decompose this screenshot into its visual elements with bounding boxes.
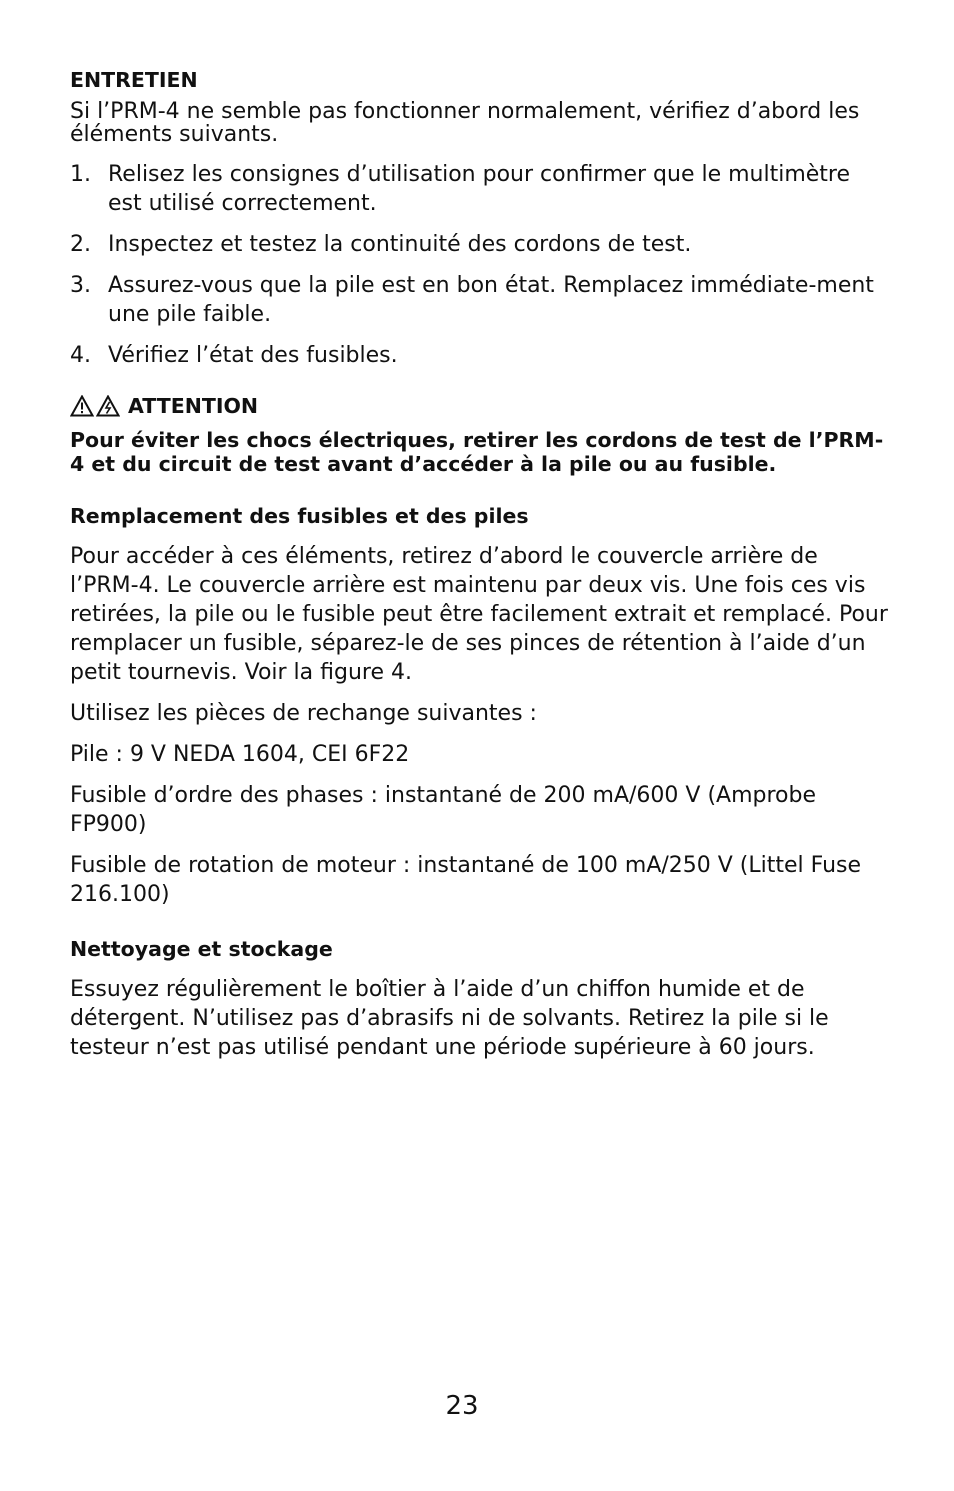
attention-heading: [70, 392, 890, 420]
fuse-motor-spec: Fusible de rotation de moteur : instantané de 100 mA/250 V (Littel Fuse 216.100): [70, 853, 862, 907]
list-item-text: Inspectez et testez la continuité des cordons de test.: [108, 232, 692, 257]
manual-page-content: [70, 66, 890, 1062]
list-item: [70, 160, 890, 218]
parts-intro: Utilisez les pièces de rechange suivantes :: [70, 701, 537, 726]
checklist: [70, 160, 890, 370]
battery-spec: Pile : 9 V NEDA 1604, CEI 6F22: [70, 742, 410, 767]
list-item: [70, 230, 890, 259]
warning-triangle-icon: [70, 395, 94, 417]
list-item-text: Relisez les consignes d’utilisation pour confirmer que le multimètre est utilisé correctement.: [108, 162, 851, 216]
intro-paragraph: Si l’PRM-4 ne semble pas fonctionner normalement, vérifiez d’abord les éléments suivants.: [70, 99, 860, 147]
section-heading-entretien: ENTRETIEN: [70, 68, 198, 92]
fuse-phase-spec: Fusible d’ordre des phases : instantané de 200 mA/600 V (Amprobe FP900): [70, 783, 817, 837]
list-item: [70, 271, 890, 329]
list-item: [70, 341, 890, 370]
attention-label: ATTENTION: [128, 394, 259, 418]
attention-icons: [70, 395, 120, 417]
attention-warning-text: Pour éviter les chocs électriques, retirer les cordons de test de l’PRM-4 et du circuit de test avant d’accéder à la pile ou au fusible.: [70, 428, 884, 476]
list-item-text: Vérifiez l’état des fusibles.: [108, 343, 398, 368]
list-item-number: 2.: [70, 232, 91, 257]
electric-shock-triangle-icon: [96, 395, 120, 417]
subheading-cleaning: Nettoyage et stockage: [70, 937, 333, 961]
replacement-paragraph: Pour accéder à ces éléments, retirez d’abord le couvercle arrière de l’PRM-4. Le couvercle arrière est maintenu par deux vis. Une fois ces vis retirées, la pile ou le fusible peut être facilement extrait et remplacé. Pour remplacer un fusible, séparez-le de ses pinces de rétention à l’aide d’un petit tournevis. Voir la figure 4.: [70, 544, 888, 685]
list-item-number: 3.: [70, 273, 91, 298]
subheading-replacement: Remplacement des fusibles et des piles: [70, 504, 529, 528]
list-item-number: 4.: [70, 343, 91, 368]
cleaning-paragraph: Essuyez régulièrement le boîtier à l’aide d’un chiffon humide et de détergent. N’utilisez pas d’abrasifs ni de solvants. Retirez la pile si le testeur n’est pas utilisé pendant une période supérieure à 60 jours.: [70, 977, 829, 1060]
list-item-text: Assurez-vous que la pile est en bon état. Remplacez immédiate-ment une pile faible.: [108, 273, 874, 327]
page-number: 23: [445, 1391, 479, 1421]
list-item-number: 1.: [70, 162, 91, 187]
